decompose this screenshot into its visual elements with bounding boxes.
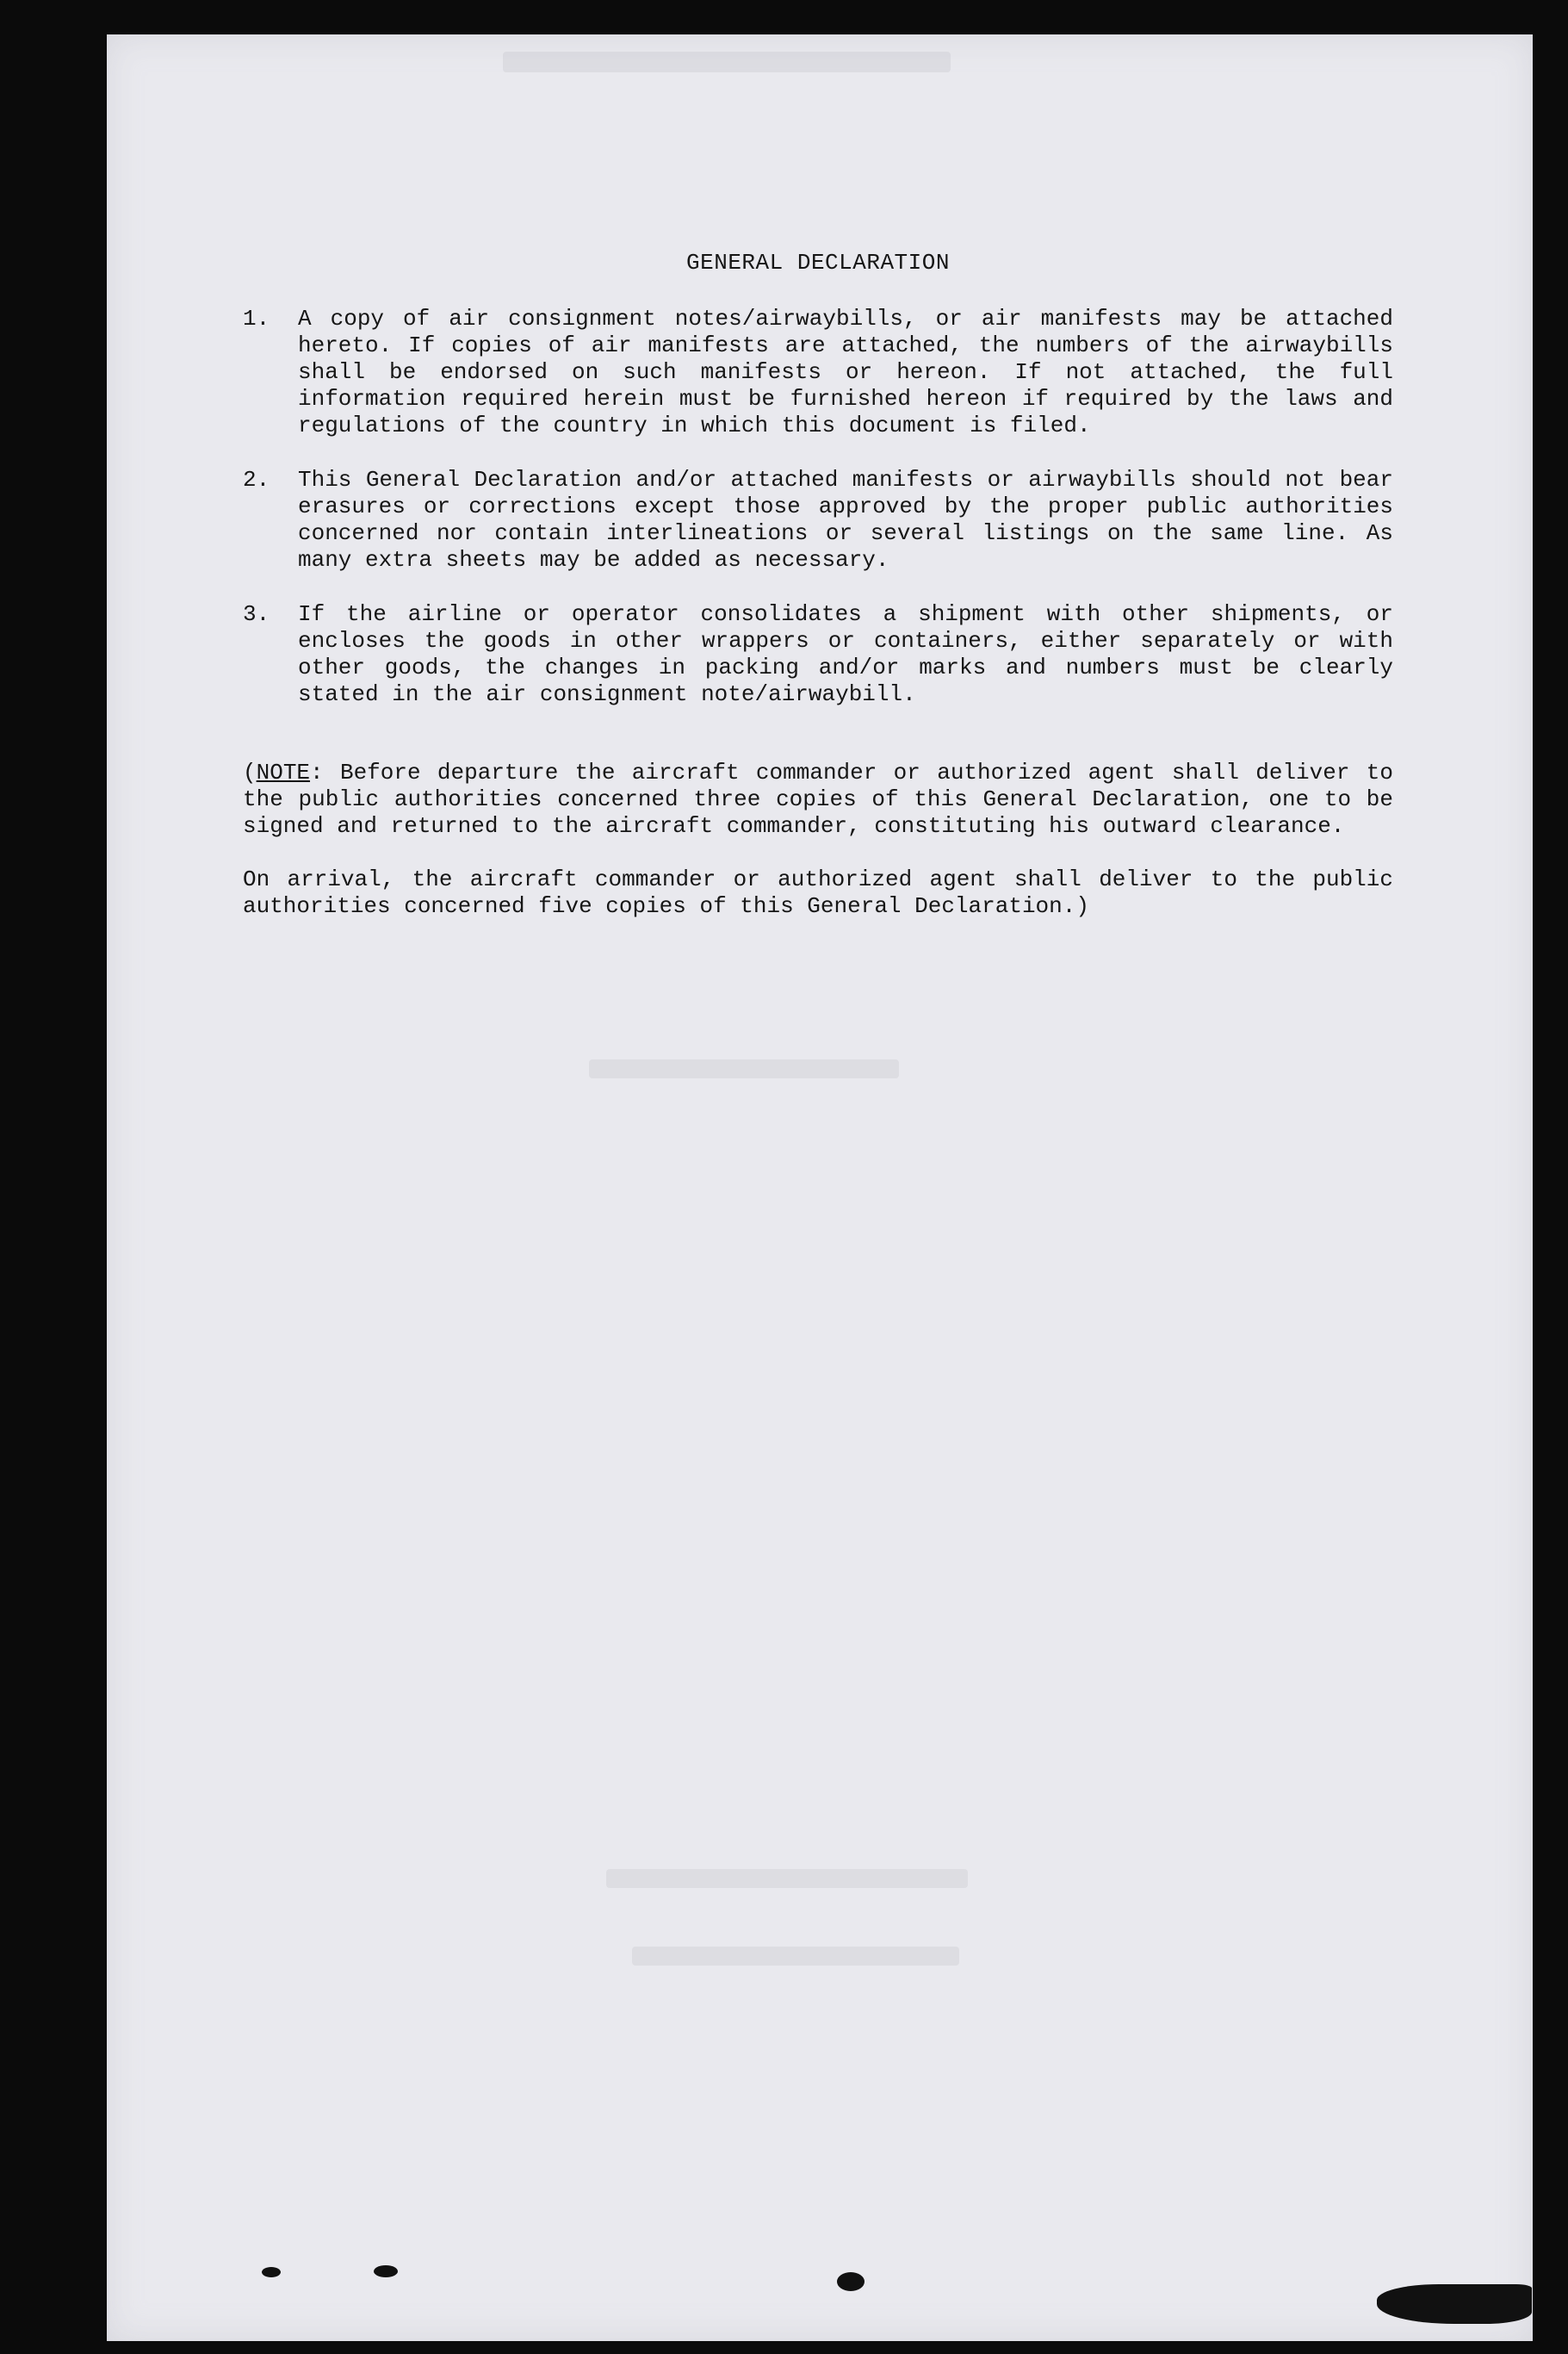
ink-smudge — [1377, 2284, 1532, 2324]
ink-smudge — [374, 2265, 398, 2277]
item-number: 2. — [243, 467, 270, 493]
item-text: This General Declaration and/or attached manifests or airwaybills should not bear erasures or corrections except those approved by the proper public authorities concerned nor contain interlineations or several listings on the same line. As many extra sheets may be added as necessary. — [298, 467, 1393, 573]
item-text: If the airline or operator consolidates a shipment with other shipments, or encloses the goods in other wrappers or containers, either separately or with other goods, the changes in packing and/or marks and numbers must be clearly stated in the air consignment note/airwaybill. — [298, 601, 1393, 707]
item-text: A copy of air consignment notes/airwaybills, or air manifests may be attached hereto. If copies of air manifests are attached, the numbers of the airwaybills shall be endorsed on such manifests or hereon. If not attached, the full information required herein must be furnished hereon if required by the laws and regulations of the country in which this document is filed. — [298, 306, 1393, 438]
bleed-through-mark — [606, 1869, 968, 1888]
list-item — [243, 306, 1393, 439]
note-label: NOTE — [256, 760, 311, 786]
document-page — [107, 34, 1533, 2341]
document-title: GENERAL DECLARATION — [686, 250, 950, 276]
document-body — [243, 250, 1393, 920]
ink-smudge — [262, 2267, 281, 2277]
note-departure-text: Before departure the aircraft commander or authorized agent shall deliver to the public authorities concerned three copies of this General Declaration, one to be signed and returned to the aircraft commander, constituting his outward clearance. — [243, 760, 1393, 839]
note-arrival-paragraph: On arrival, the aircraft commander or authorized agent shall deliver to the public authorities concerned five copies of this General Declaration.) — [243, 866, 1393, 919]
list-item — [243, 467, 1393, 574]
note-colon: : — [310, 760, 324, 786]
note-paragraph — [243, 760, 1393, 840]
ink-smudge — [837, 2272, 865, 2291]
note-open-paren: ( — [243, 760, 257, 786]
item-number: 3. — [243, 601, 270, 627]
item-number: 1. — [243, 306, 270, 332]
bleed-through-mark — [589, 1059, 899, 1078]
list-item — [243, 601, 1393, 708]
bleed-through-mark — [503, 52, 951, 72]
bleed-through-mark — [632, 1947, 959, 1966]
